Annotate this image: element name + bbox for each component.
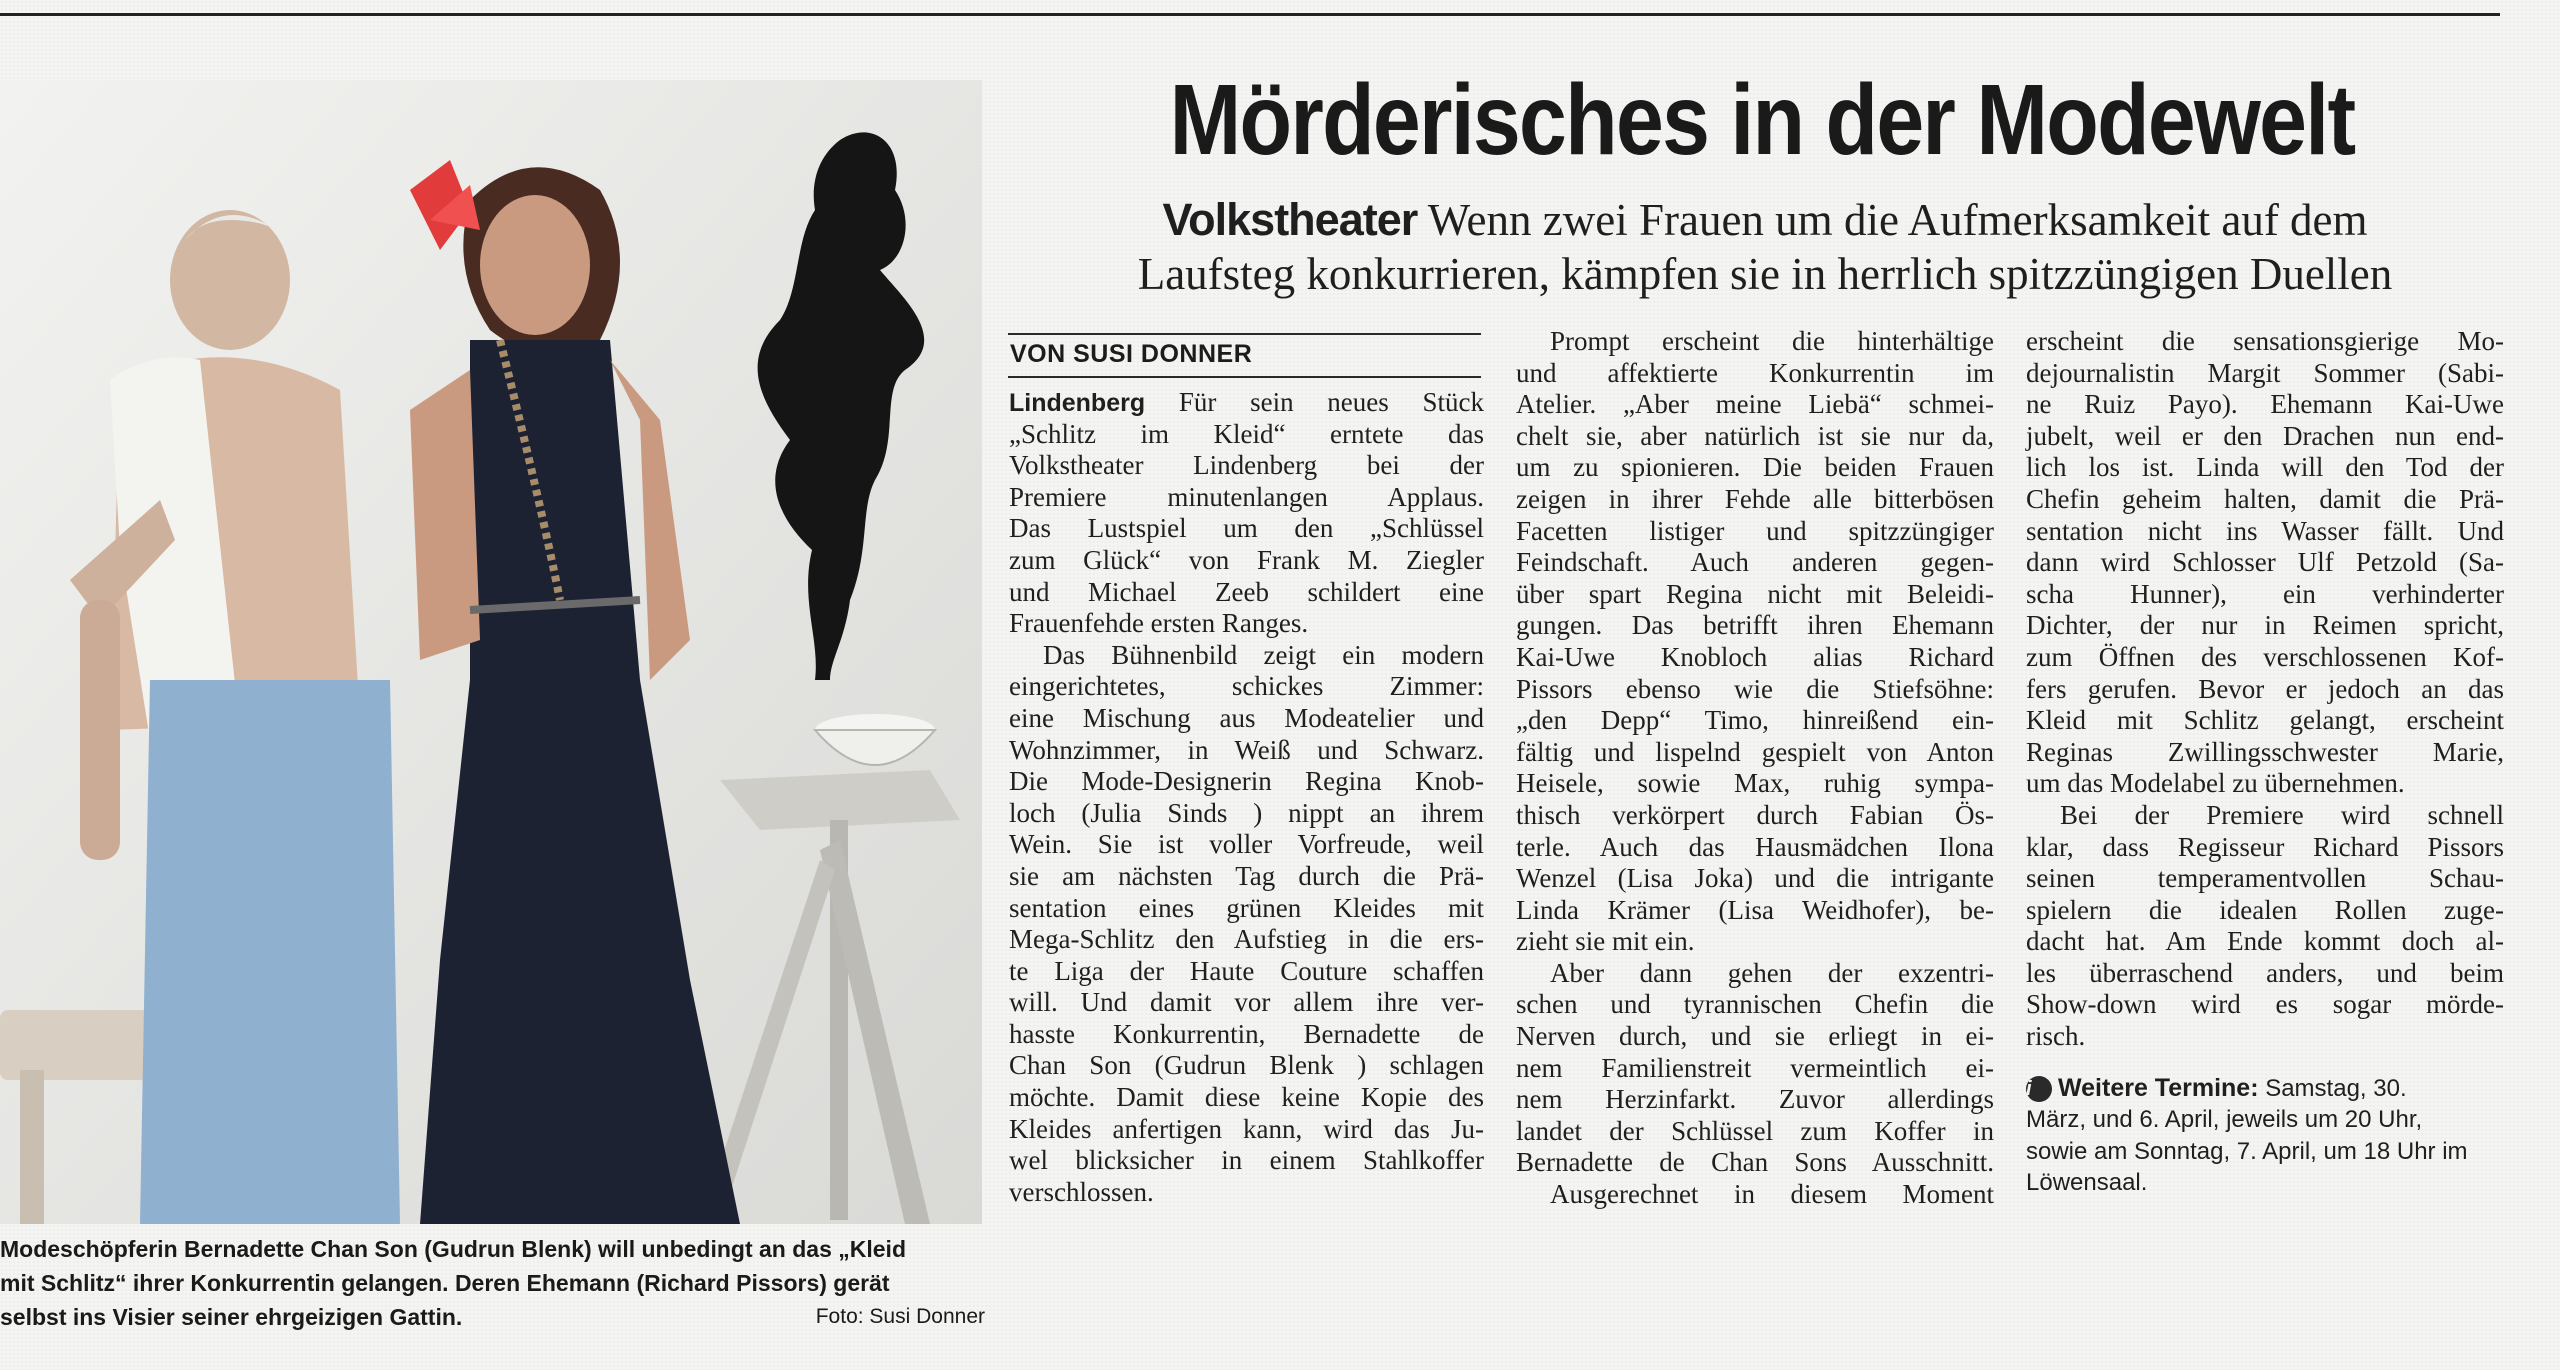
text-line: Frauenfehde ersten Ranges.	[1009, 608, 1309, 639]
info-text: Samstag, 30.	[2265, 1074, 2407, 1102]
text-line	[1009, 387, 1484, 419]
top-rule	[0, 13, 2500, 16]
text-line: Facetten listiger und spitzzüngiger	[1516, 515, 1994, 546]
text-line: Aber dann gehen der exzentri-	[1550, 957, 1994, 988]
text-line: Wohnzimmer, in Weiß und Schwarz.	[1009, 734, 1484, 765]
text-line: gungen. Das betrifft ihren Ehemann	[1516, 610, 1994, 641]
text-line: te Liga der Haute Couture schaffen	[1009, 955, 1484, 986]
text-line: Nerven durch, und sie erliegt in ei-	[1516, 1021, 1994, 1052]
info-icon: i	[2026, 1076, 2052, 1102]
text-line: Heisele, sowie Max, ruhig sympa-	[1516, 768, 1994, 799]
article-subheadline	[1005, 193, 2525, 301]
text-line: Feindschaft. Auch anderen gegen-	[1516, 547, 1994, 578]
text-line: sentation eines grünen Kleides mit	[1009, 892, 1484, 923]
text-line: terle. Auch das Hausmädchen Ilona	[1516, 831, 1994, 862]
info-line	[2026, 1073, 2504, 1105]
caption-line-text: selbst ins Visier seiner ehrgeizigen Gattin.	[0, 1304, 463, 1330]
text-line: Kai-Uwe Knobloch alias Richard	[1516, 641, 1994, 672]
text-line: Bernadette de Chan Sons Ausschnitt.	[1516, 1147, 1994, 1178]
text-line: Prompt erscheint die hinterhältige	[1550, 326, 1994, 356]
info-line: sowie am Sonntag, 7. April, um 18 Uhr im	[2026, 1137, 2468, 1165]
text-line: scha Hunner), ein verhinderter	[2026, 578, 2504, 609]
text-line: hasste Konkurrentin, Bernadette de	[1009, 1018, 1484, 1049]
text-line: Atelier. „Aber meine Liebä“ schmei-	[1516, 389, 1994, 420]
text-line: dejournalistin Margit Sommer (Sabi-	[2026, 357, 2504, 388]
text-line: sie am nächsten Tag durch die Prä-	[1009, 860, 1484, 891]
text-line: fältig und lispelnd gespielt von Anton	[1516, 736, 1994, 767]
text-line: um zu spionieren. Die beiden Frauen	[1516, 452, 1994, 483]
article-column-1	[1009, 387, 1484, 1208]
text-line: loch (Julia Sinds ) nippt an ihrem	[1009, 797, 1484, 828]
byline: VON SUSI DONNER	[1010, 340, 1253, 368]
subhead-line: Wenn zwei Frauen um die Aufmerksamkeit auf dem	[1427, 195, 2368, 245]
text-line: schen und tyrannischen Chefin die	[1516, 989, 1994, 1020]
text-line: chelt sie, aber natürlich ist sie nur da,	[1516, 420, 1994, 451]
text-line: will. Und damit vor allem ihre ver-	[1009, 987, 1484, 1018]
text-line: Ausgerechnet in diesem Moment	[1550, 1179, 1994, 1210]
text-line: Kleides anfertigen kann, wird das Ju-	[1009, 1113, 1484, 1144]
text-line: eingerichtetes, schickes Zimmer:	[1009, 671, 1484, 702]
text-line: fers gerufen. Bevor er jedoch an das	[2026, 673, 2504, 704]
text-line: zeigen in ihrer Fehde alle bitterbösen	[1516, 483, 1994, 514]
info-line: März, und 6. April, jeweils um 20 Uhr,	[2026, 1106, 2423, 1134]
text-line: nem Herzinfarkt. Zuvor allerdings	[1516, 1084, 1994, 1115]
text-line: Wein. Sie ist voller Vorfreude, weil	[1009, 829, 1484, 860]
text-line: möchte. Damit diese keine Kopie des	[1009, 1082, 1484, 1113]
byline-rule-bottom	[1008, 376, 1481, 378]
photo-credit: Foto: Susi Donner	[815, 1305, 985, 1328]
dateline: Lindenberg	[1009, 389, 1146, 417]
text-line: Reginas Zwillingsschwester Marie,	[2026, 736, 2504, 767]
text-line: Wenzel (Lisa Joka) und die intrigante	[1516, 863, 1994, 894]
text-line: Das Bühnenbild zeigt ein modern	[1043, 639, 1484, 670]
caption-line	[0, 1300, 985, 1334]
text-line: zum Öffnen des verschlossenen Kof-	[2026, 641, 2504, 672]
text-line: sentation nicht ins Wasser fällt. Und	[2026, 515, 2504, 546]
text-line: thisch verkörpert durch Fabian Ös-	[1516, 799, 1994, 830]
text-line: Kleid mit Schlitz gelangt, erscheint	[2026, 705, 2504, 736]
text-line: jubelt, weil er den Drachen nun end-	[2026, 420, 2504, 451]
text-line: Das Lustspiel um den „Schlüssel	[1009, 513, 1484, 544]
article-photo	[0, 80, 982, 1224]
text-line: „den Depp“ Timo, hinreißend ein-	[1516, 705, 1994, 736]
text-line: ne Ruiz Payo). Ehemann Kai-Uwe	[2026, 389, 2504, 420]
photo-caption	[0, 1232, 985, 1334]
text-line: und Michael Zeeb schildert eine	[1009, 576, 1484, 607]
text-line: erscheint die sensationsgierige Mo-	[2026, 326, 2504, 356]
spacer	[2026, 1053, 2504, 1073]
caption-line: mit Schlitz“ ihrer Konkurrentin gelangen. Deren Ehemann (Richard Pissors) gerät	[0, 1270, 890, 1296]
subhead-line: Laufsteg konkurrieren, kämpfen sie in herrlich spitzzüngigen Duellen	[1137, 249, 2393, 299]
text-line: zieht sie mit ein.	[1516, 926, 1695, 957]
text-line: Dichter, der nur in Reimen spricht,	[2026, 610, 2504, 641]
text-line: verschlossen.	[1009, 1176, 1154, 1207]
text-line: lich los ist. Linda will den Tod der	[2026, 452, 2504, 483]
text-line: klar, dass Regisseur Richard Pissors	[2026, 831, 2504, 862]
info-box	[2026, 1073, 2504, 1199]
text-line-body: Für sein neues Stück	[1178, 387, 1484, 417]
text-line: zum Glück“ von Frank M. Ziegler	[1009, 544, 1484, 575]
text-line: wel blicksicher in einem Stahlkoffer	[1009, 1145, 1484, 1176]
text-line: Premiere minutenlangen Applaus.	[1009, 481, 1484, 512]
text-line: eine Mischung aus Modeatelier und	[1009, 702, 1484, 733]
theater-scene-image	[0, 80, 982, 1224]
text-line: nem Familienstreit vermeintlich ei-	[1516, 1052, 1994, 1083]
text-line: um das Modelabel zu übernehmen.	[2026, 768, 2405, 799]
text-line: dann wird Schlosser Ulf Petzold (Sa-	[2026, 547, 2504, 578]
text-line: und affektierte Konkurrentin im	[1516, 357, 1994, 388]
caption-line: Modeschöpferin Bernadette Chan Son (Gudrun Blenk) will unbedingt an das „Kleid	[0, 1236, 906, 1262]
article-column-3	[2026, 326, 2504, 1199]
text-line: Mega-Schlitz den Aufstieg in die ers-	[1009, 924, 1484, 955]
subhead-kicker: Volkstheater	[1162, 194, 1418, 245]
text-line: seinen temperamentvollen Schau-	[2026, 863, 2504, 894]
text-line: „Schlitz im Kleid“ erntete das	[1009, 418, 1484, 449]
text-line: Chan Son (Gudrun Blenk ) schlagen	[1009, 1050, 1484, 1081]
text-line: dacht hat. Am Ende kommt doch al-	[2026, 926, 2504, 957]
text-line: Die Mode-Designerin Regina Knob-	[1009, 766, 1484, 797]
info-line: Löwensaal.	[2026, 1169, 2148, 1197]
text-line: les überraschend anders, und beim	[2026, 957, 2504, 988]
text-line: Chefin geheim halten, damit die Prä-	[2026, 483, 2504, 514]
text-line: über spart Regina nicht mit Beleidi-	[1516, 578, 1994, 609]
text-line: Pissors ebenso wie die Stiefsöhne:	[1516, 673, 1994, 704]
info-label: Weitere Termine:	[2058, 1073, 2259, 1102]
article-column-2	[1516, 326, 1994, 1211]
byline-rule-top	[1008, 333, 1481, 335]
text-line: Volkstheater Lindenberg bei der	[1009, 450, 1484, 481]
text-line: Linda Krämer (Lisa Weidhofer), be-	[1516, 894, 1994, 925]
article-headline: Mörderisches in der Modewelt	[1169, 64, 2355, 176]
text-line: risch.	[2026, 1021, 2086, 1052]
text-line: spielern die idealen Rollen zuge-	[2026, 894, 2504, 925]
text-line: Bei der Premiere wird schnell	[2060, 799, 2504, 830]
text-line: landet der Schlüssel zum Koffer in	[1516, 1115, 1994, 1146]
text-line: Show-down wird es sogar mörde-	[2026, 989, 2504, 1020]
